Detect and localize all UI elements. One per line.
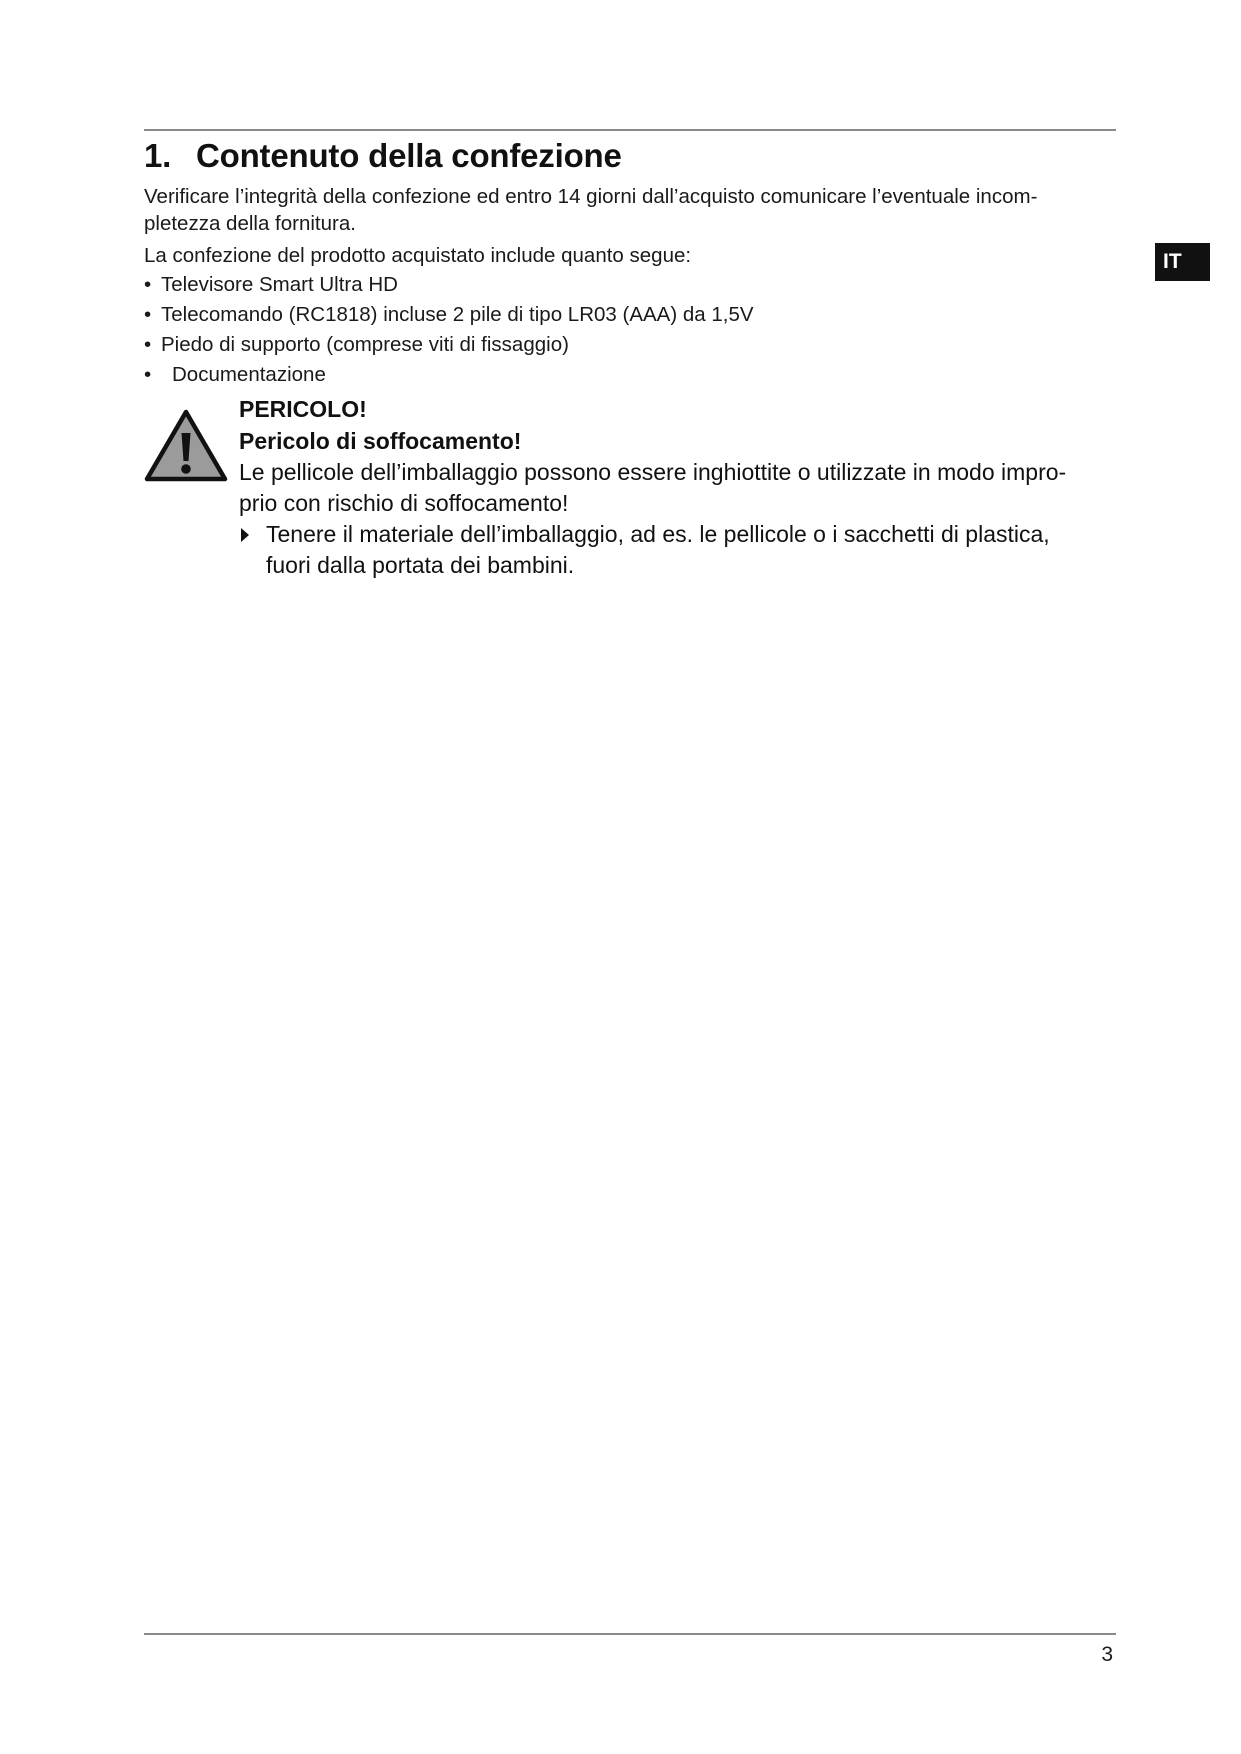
list-item-text: Documentazione bbox=[172, 363, 326, 386]
list-item-text: Piedo di supporto (comprese viti di fissaggio) bbox=[161, 333, 569, 356]
warning-text-line-1: Le pellicole dell’imballaggio possono essere inghiottite o utilizzate in modo impro- bbox=[239, 459, 1067, 485]
intro-line-1: Verificare l’integrità della confezione ed entro 14 giorni dall’acquisto comunicare l’eventuale incom- bbox=[144, 185, 1038, 208]
arrow-right-icon bbox=[241, 528, 249, 542]
bullet-icon: • bbox=[144, 273, 152, 296]
warning-text bbox=[239, 457, 1119, 519]
warning-text-line-2: prio con rischio di soffocamento! bbox=[239, 490, 569, 516]
warning-subtitle: Pericolo di soffocamento! bbox=[239, 428, 522, 454]
list-item bbox=[144, 360, 754, 390]
contents-lead: La confezione del prodotto acquistato include quanto segue: bbox=[144, 244, 692, 267]
list-item bbox=[144, 300, 754, 330]
list-item bbox=[144, 330, 754, 360]
section-title: Contenuto della confezione bbox=[196, 137, 622, 174]
warning-title: PERICOLO! bbox=[239, 396, 367, 422]
header-rule bbox=[144, 129, 1116, 131]
section-heading bbox=[144, 134, 622, 178]
warning-action-line-1: Tenere il materiale dell’imballaggio, ad es. le pellicole o i sacchetti di plastica, bbox=[266, 521, 1050, 547]
warning-block bbox=[239, 393, 1119, 581]
warning-action-line-2: fuori dalla portata dei bambini. bbox=[266, 552, 575, 578]
bullet-icon: • bbox=[144, 333, 152, 356]
contents-list bbox=[144, 270, 754, 390]
list-item bbox=[144, 270, 754, 300]
warning-action bbox=[239, 519, 1119, 581]
section-number: 1. bbox=[144, 137, 172, 174]
warning-triangle-icon bbox=[144, 409, 228, 483]
intro-line-2: pletezza della fornitura. bbox=[144, 212, 356, 235]
footer-rule bbox=[144, 1633, 1116, 1635]
intro-paragraph bbox=[144, 183, 1116, 237]
language-tab: IT bbox=[1155, 243, 1210, 281]
bullet-icon: • bbox=[144, 363, 152, 386]
list-item-text: Telecomando (RC1818) incluse 2 pile di tipo LR03 (AAA) da 1,5V bbox=[161, 303, 754, 326]
list-item-text: Televisore Smart Ultra HD bbox=[161, 273, 398, 296]
page-number: 3 bbox=[1101, 1643, 1113, 1666]
bullet-icon: • bbox=[144, 303, 152, 326]
